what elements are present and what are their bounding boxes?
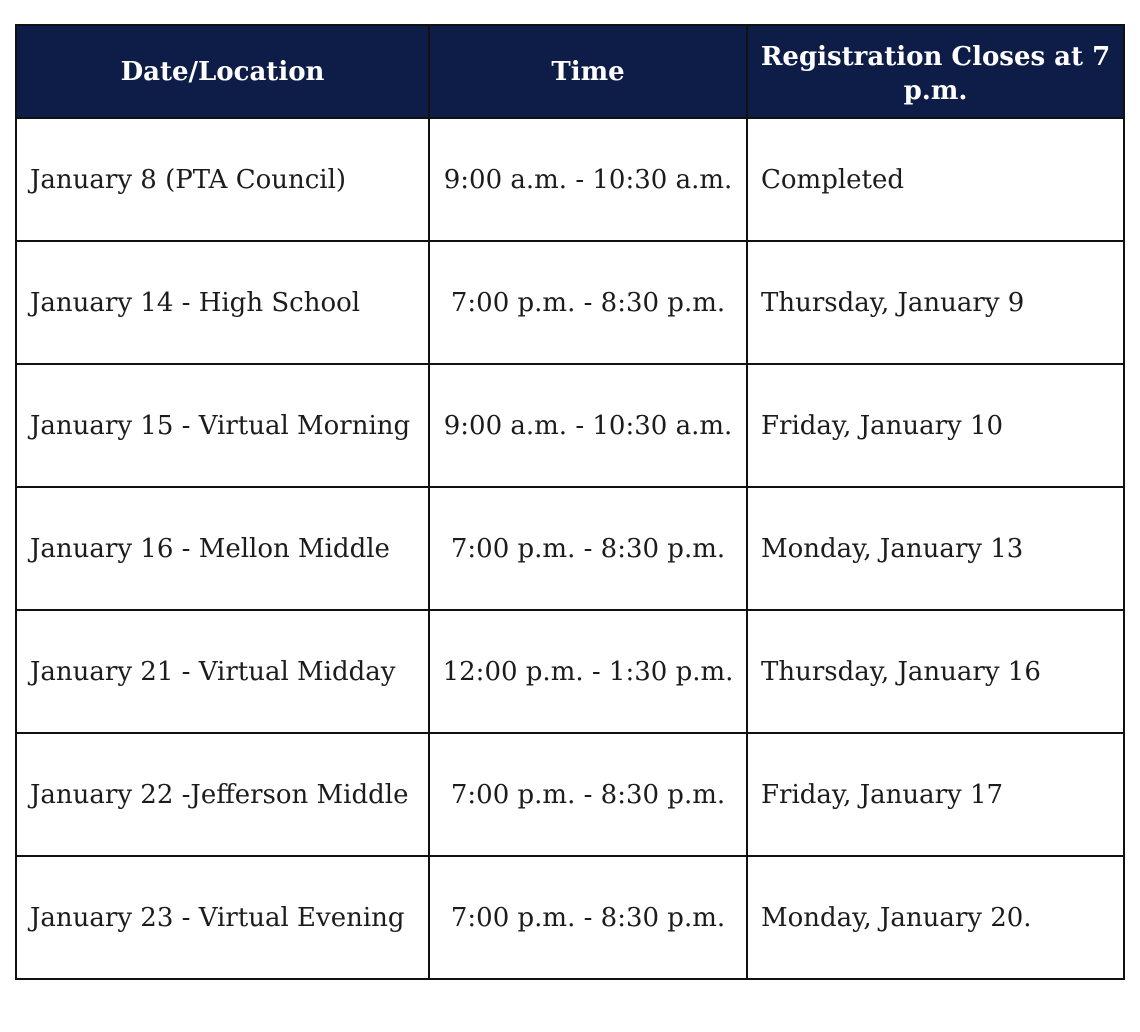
table-row — [16, 118, 1124, 241]
date-location-cell: January 8 (PTA Council) — [16, 118, 429, 241]
table-row — [16, 487, 1124, 610]
schedule-table — [15, 24, 1125, 980]
table-row — [16, 364, 1124, 487]
time-cell: 9:00 a.m. - 10:30 a.m. — [429, 364, 747, 487]
registration-cell: Completed — [747, 118, 1124, 241]
time-cell: 7:00 p.m. - 8:30 p.m. — [429, 733, 747, 856]
table-row — [16, 241, 1124, 364]
registration-cell: Monday, January 13 — [747, 487, 1124, 610]
registration-cell: Thursday, January 16 — [747, 610, 1124, 733]
registration-cell: Friday, January 10 — [747, 364, 1124, 487]
table-row — [16, 610, 1124, 733]
time-cell: 9:00 a.m. - 10:30 a.m. — [429, 118, 747, 241]
date-location-cell: January 15 - Virtual Morning — [16, 364, 429, 487]
date-location-cell: January 21 - Virtual Midday — [16, 610, 429, 733]
table-row — [16, 733, 1124, 856]
date-location-cell: January 23 - Virtual Evening — [16, 856, 429, 979]
registration-cell: Thursday, January 9 — [747, 241, 1124, 364]
time-cell: 7:00 p.m. - 8:30 p.m. — [429, 856, 747, 979]
time-cell: 12:00 p.m. - 1:30 p.m. — [429, 610, 747, 733]
registration-cell: Monday, January 20. — [747, 856, 1124, 979]
registration-cell: Friday, January 17 — [747, 733, 1124, 856]
table-header — [16, 25, 1124, 118]
header-date-location: Date/Location — [16, 25, 429, 118]
date-location-cell: January 16 - Mellon Middle — [16, 487, 429, 610]
date-location-cell: January 14 - High School — [16, 241, 429, 364]
header-registration: Registration Closes at 7 p.m. — [747, 25, 1124, 118]
header-time: Time — [429, 25, 747, 118]
date-location-cell: January 22 -Jefferson Middle — [16, 733, 429, 856]
table-row — [16, 856, 1124, 979]
time-cell: 7:00 p.m. - 8:30 p.m. — [429, 487, 747, 610]
header-row — [16, 25, 1124, 118]
time-cell: 7:00 p.m. - 8:30 p.m. — [429, 241, 747, 364]
table-body — [16, 118, 1124, 979]
